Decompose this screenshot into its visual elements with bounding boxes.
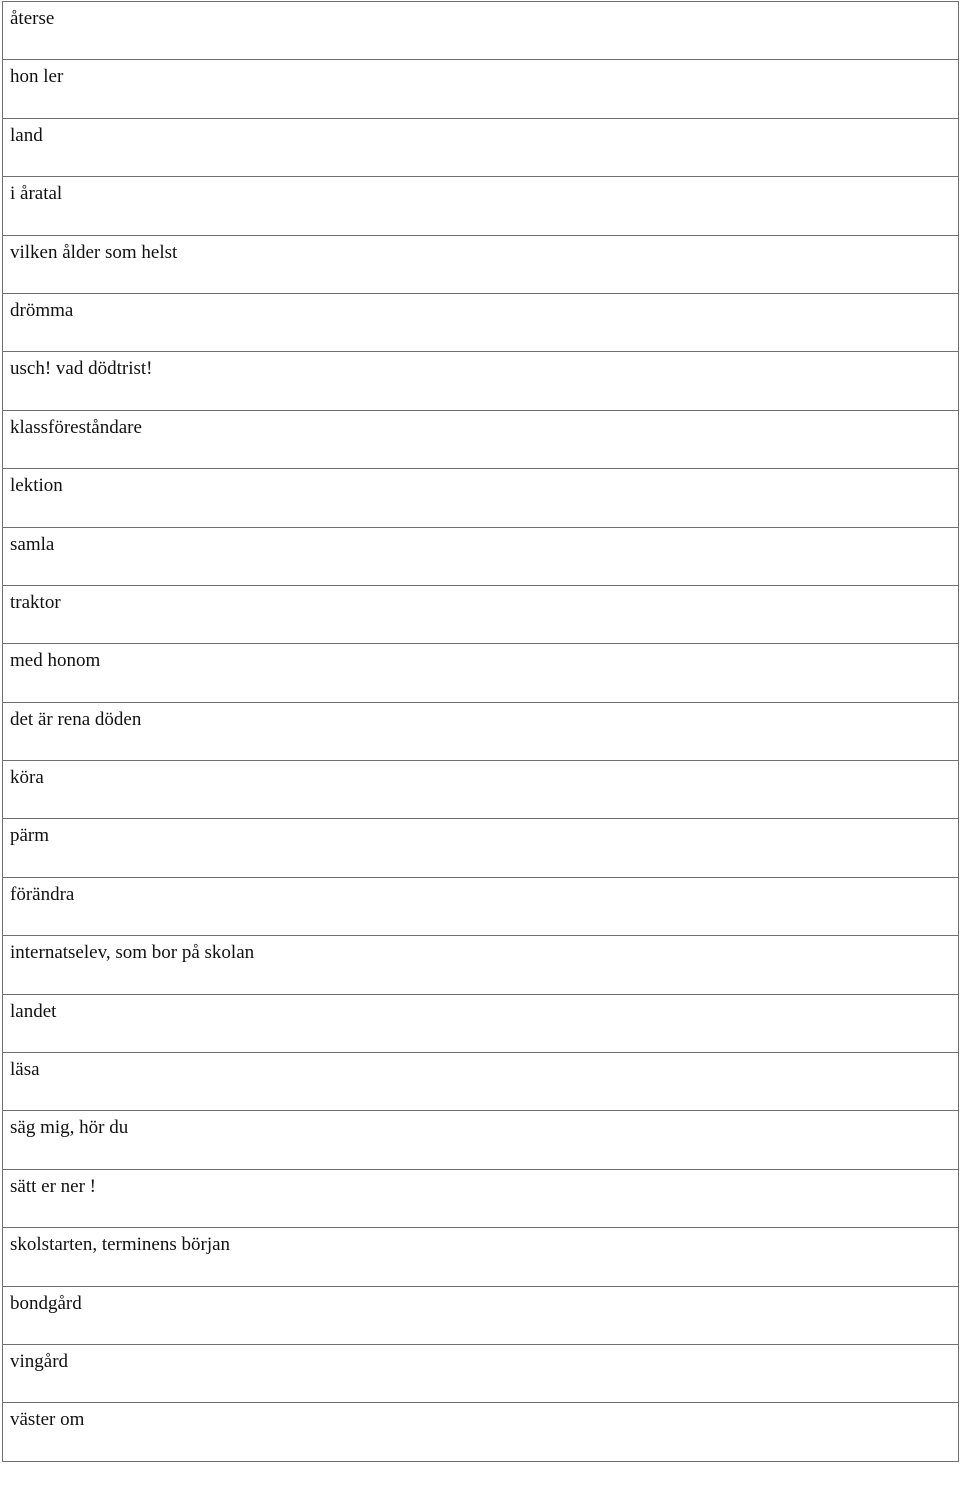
- phrase-text: bondgård: [10, 1292, 82, 1314]
- table-row: [3, 1228, 959, 1286]
- table-cell: [3, 644, 959, 702]
- table-cell: [3, 469, 959, 527]
- table-cell: [3, 1169, 959, 1227]
- table-row: [3, 936, 959, 994]
- table-cell: [3, 1053, 959, 1111]
- phrase-text: vingård: [10, 1350, 69, 1372]
- phrase-text: säg mig, hör du: [10, 1117, 129, 1139]
- table-cell: [3, 235, 959, 293]
- table-row: [3, 293, 959, 351]
- phrase-text: skolstarten, terminens början: [10, 1234, 231, 1256]
- table-cell: [3, 1228, 959, 1286]
- table-row: [3, 177, 959, 235]
- table-row: [3, 1403, 959, 1461]
- phrase-text: lektion: [10, 475, 63, 497]
- table-row: [3, 2, 959, 60]
- table-row: [3, 1169, 959, 1227]
- table-cell: [3, 877, 959, 935]
- phrase-text: i åratal: [10, 183, 63, 205]
- phrase-text: traktor: [10, 591, 61, 613]
- table-row: [3, 469, 959, 527]
- phrase-text: internatselev, som bor på skolan: [10, 942, 255, 964]
- phrase-text: vilken ålder som helst: [10, 241, 178, 263]
- phrase-text: väster om: [10, 1409, 85, 1431]
- phrase-text: det är rena döden: [10, 708, 142, 730]
- table-cell: [3, 293, 959, 351]
- table-cell: [3, 2, 959, 60]
- table-row: [3, 819, 959, 877]
- table-cell: [3, 1286, 959, 1344]
- table-row: [3, 585, 959, 643]
- table-row: [3, 1286, 959, 1344]
- phrase-text: usch! vad dödtrist!: [10, 358, 153, 380]
- phrase-text: klassföreståndare: [10, 416, 142, 438]
- word-list-body: [3, 2, 959, 1462]
- table-cell: [3, 761, 959, 819]
- phrase-text: med honom: [10, 650, 101, 672]
- table-cell: [3, 60, 959, 118]
- table-row: [3, 1344, 959, 1402]
- table-cell: [3, 1403, 959, 1461]
- table-row: [3, 644, 959, 702]
- word-list-table: [2, 1, 959, 1462]
- phrase-text: samla: [10, 533, 55, 555]
- table-cell: [3, 1344, 959, 1402]
- table-cell: [3, 702, 959, 760]
- table-row: [3, 877, 959, 935]
- table-row: [3, 994, 959, 1052]
- table-row: [3, 60, 959, 118]
- table-row: [3, 527, 959, 585]
- table-cell: [3, 118, 959, 176]
- table-cell: [3, 585, 959, 643]
- table-cell: [3, 994, 959, 1052]
- table-cell: [3, 352, 959, 410]
- table-cell: [3, 410, 959, 468]
- table-row: [3, 702, 959, 760]
- phrase-text: hon ler: [10, 66, 64, 88]
- table-row: [3, 1053, 959, 1111]
- phrase-text: landet: [10, 1000, 57, 1022]
- table-cell: [3, 1111, 959, 1169]
- table-row: [3, 235, 959, 293]
- table-row: [3, 410, 959, 468]
- phrase-text: drömma: [10, 299, 74, 321]
- table-cell: [3, 177, 959, 235]
- table-cell: [3, 936, 959, 994]
- table-cell: [3, 527, 959, 585]
- table-row: [3, 1111, 959, 1169]
- phrase-text: land: [10, 124, 43, 146]
- phrase-text: återse: [10, 8, 55, 29]
- table-row: [3, 352, 959, 410]
- phrase-text: köra: [10, 767, 44, 789]
- phrase-text: sätt er ner !: [10, 1175, 96, 1197]
- table-row: [3, 761, 959, 819]
- phrase-text: pärm: [10, 825, 50, 847]
- phrase-text: läsa: [10, 1059, 40, 1081]
- table-cell: [3, 819, 959, 877]
- phrase-text: förändra: [10, 883, 75, 905]
- table-row: [3, 118, 959, 176]
